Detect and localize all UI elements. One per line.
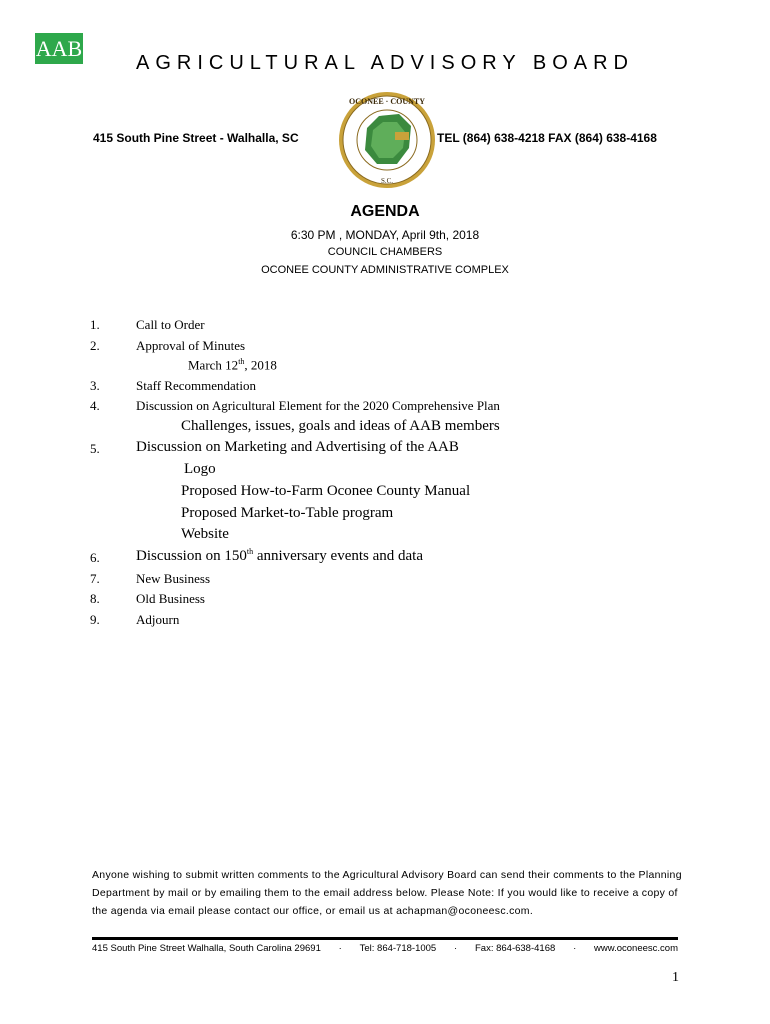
footer-tel: Tel: 864-718-1005: [359, 943, 437, 954]
header-address: 415 South Pine Street - Walhalla, SC: [93, 131, 299, 145]
footer-separator: ·: [338, 943, 342, 954]
item-number: 3.: [90, 378, 100, 393]
agenda-item: Approval of Minutes: [136, 338, 246, 353]
page-number: 1: [672, 970, 679, 985]
aab-logo: AAB: [35, 33, 83, 64]
svg-text:OCONEE · COUNTY: OCONEE · COUNTY: [348, 97, 426, 106]
footer-divider: [92, 937, 678, 940]
item-number: 7.: [90, 571, 100, 586]
agenda-item: Discussion on 150th anniversary events and data: [136, 547, 424, 564]
item-number: 1.: [90, 317, 100, 332]
item-number: 8.: [90, 591, 100, 606]
minutes-date: March 12th, 2018: [188, 357, 277, 373]
subitem-website: Website: [181, 526, 229, 542]
footer-address: 415 South Pine Street Walhalla, South Carolina 29691: [92, 943, 321, 954]
meeting-complex: OCONEE COUNTY ADMINISTRATIVE COMPLEX: [261, 264, 509, 276]
item-number: 2.: [90, 338, 100, 353]
agenda-item: New Business: [136, 571, 211, 586]
meeting-location: COUNCIL CHAMBERS: [327, 246, 443, 258]
item-number: 9.: [90, 612, 100, 627]
agenda-item: Discussion on Agricultural Element for the 2020 Comprehensive Plan: [136, 398, 500, 413]
item-number: 5.: [90, 441, 100, 456]
subitem-challenges: Challenges, issues, goals and ideas of AAB members: [181, 418, 500, 434]
header-phone-fax: TEL (864) 638-4218 FAX (864) 638-4168: [437, 131, 657, 145]
footer: [92, 943, 678, 954]
comments-notice: Anyone wishing to submit written comments to the Agricultural Advisory Board can send their comments to the Planning Department by mail or by emailing them to the email address below. Please Note: If you would like to receive a copy of the agenda via email please contact our office, or email us at achapman@oconeesc.com.: [92, 869, 682, 917]
subitem-market: Proposed Market-to-Table program: [181, 505, 394, 521]
agenda-title: AGENDA: [350, 203, 420, 220]
item-number: 4.: [90, 398, 100, 413]
footer-website: www.oconeesc.com: [594, 943, 678, 954]
agenda-item: Call to Order: [136, 317, 205, 332]
svg-text:S.C.: S.C.: [380, 177, 394, 185]
footer-separator: ·: [454, 943, 458, 954]
county-seal-icon: [337, 90, 437, 190]
subitem-logo: Logo: [184, 461, 216, 477]
agenda-item: Staff Recommendation: [136, 378, 256, 393]
meeting-time: 6:30 PM , MONDAY, April 9th, 2018: [290, 228, 480, 242]
subitem-manual: Proposed How-to-Farm Oconee County Manual: [181, 483, 471, 499]
agenda-item: Adjourn: [136, 612, 180, 627]
footer-fax: Fax: 864-638-4168: [474, 943, 556, 954]
board-title: AGRICULTURAL ADVISORY BOARD: [135, 52, 634, 74]
agenda-item: Discussion on Marketing and Advertising of the AAB: [136, 439, 459, 455]
footer-separator: ·: [573, 943, 577, 954]
agenda-item: Old Business: [136, 591, 205, 606]
item-number: 6.: [90, 550, 100, 565]
